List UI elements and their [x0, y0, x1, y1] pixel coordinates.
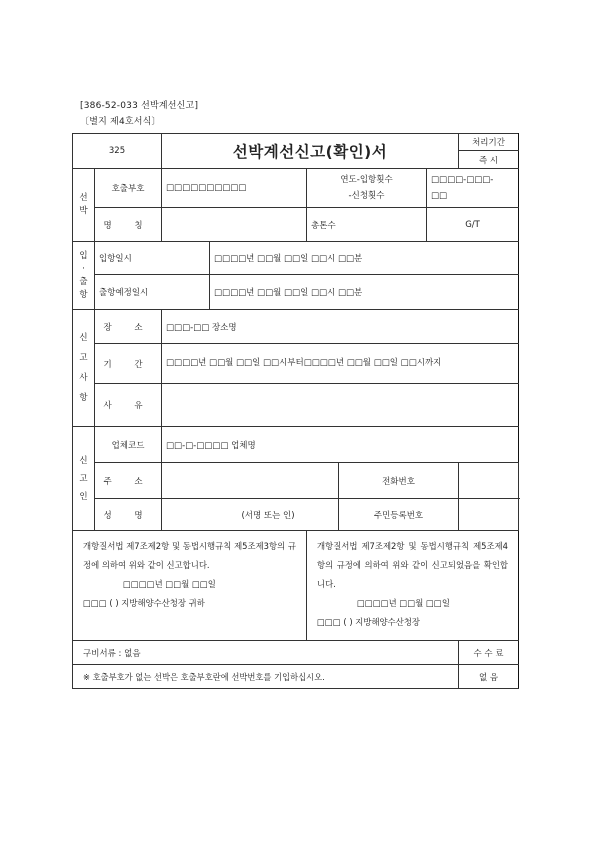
- reporter-name-field[interactable]: (서명 또는 인): [162, 499, 339, 531]
- tonnage-label: 총톤수: [307, 208, 427, 242]
- reason-label: 사 유: [95, 384, 162, 427]
- section-report: [73, 310, 95, 427]
- fee-label: 수 수 료: [459, 641, 519, 665]
- processing-period-value: 즉 시: [459, 151, 519, 169]
- declaration-right-date: □□□□년 □□월 □□일: [357, 598, 450, 608]
- address-field[interactable]: [162, 463, 339, 499]
- departure-datetime-label: 출항예정일시: [95, 275, 210, 310]
- call-sign-field[interactable]: □□□□□□□□□□: [162, 169, 307, 208]
- address-label: 주 소: [95, 463, 162, 499]
- required-documents: 구비서류 : 없음: [73, 641, 459, 665]
- section-reporter-label: 신고인: [79, 455, 88, 502]
- document-code: [386-52-033 선박계선신고]: [80, 101, 199, 111]
- section-reporter: [73, 427, 95, 531]
- place-field[interactable]: □□□-□□ 장소명: [162, 310, 519, 344]
- year-entry-label: 연도-입항횟수: [340, 175, 393, 185]
- reason-field[interactable]: [162, 384, 519, 427]
- declaration-right: [307, 531, 519, 641]
- section-report-label: 신고사항: [79, 333, 88, 403]
- entry-datetime-field[interactable]: □□□□년 □□월 □□일 □□시 □□분: [210, 242, 519, 275]
- resident-no-field[interactable]: [459, 499, 519, 531]
- year-entry-count-label: [307, 169, 427, 208]
- fee-value: 없 음: [459, 665, 519, 689]
- report-form-table: [72, 133, 519, 689]
- form-code-number: 325: [73, 134, 162, 169]
- reporter-name-label: 성 명: [95, 499, 162, 531]
- resident-no-label: 주민등록번호: [339, 499, 459, 531]
- period-field[interactable]: □□□□년 □□월 □□일 □□시부터□□□□년 □□월 □□일 □□시까지: [162, 344, 519, 384]
- form-number: 〔별지 제4호서식〕: [80, 117, 161, 127]
- year-count-field[interactable]: [427, 169, 519, 208]
- declaration-left: [73, 531, 307, 641]
- call-sign-note: ※ 호출부호가 없는 선박은 호출부호란에 선박번호를 기입하십시오.: [73, 665, 459, 689]
- section-vessel-label: 선박: [79, 193, 88, 216]
- form-title: 선박계선신고(확인)서: [162, 134, 459, 169]
- entry-datetime-label: 입항일시: [95, 242, 210, 275]
- phone-field[interactable]: [459, 463, 519, 499]
- declaration-left-text: 개항질서법 제7조제2항 및 동법시행규칙 제5조제3항의 규정에 의하여 위와 같이 신고합니다.: [83, 541, 297, 570]
- year-count-value-2: □□: [431, 191, 448, 201]
- declaration-right-text: 개항질서법 제7조제2항 및 동법시행규칙 제5조제4항의 규정에 의하여 위와 같이 신고되었음을 확인합니다.: [317, 541, 509, 589]
- year-count-value-1: □□□□-□□□-: [431, 175, 494, 185]
- vessel-name-field[interactable]: [162, 208, 307, 242]
- section-vessel: [73, 169, 95, 242]
- section-port: [73, 242, 95, 310]
- processing-period-label: 처리기간: [459, 134, 519, 151]
- departure-datetime-field[interactable]: □□□□년 □□월 □□일 □□시 □□분: [210, 275, 519, 310]
- declaration-left-recipient: □□□ ( ) 지방해양수산청장 귀하: [83, 598, 205, 608]
- company-code-label: 업체코드: [95, 427, 162, 463]
- tonnage-field[interactable]: G/T: [427, 208, 519, 242]
- company-code-field[interactable]: □□-□-□□□□ 업체명: [162, 427, 519, 463]
- period-label: 기 간: [95, 344, 162, 384]
- section-port-label: 입·출항: [79, 250, 88, 300]
- place-label: 장 소: [95, 310, 162, 344]
- call-sign-label: 호출부호: [95, 169, 162, 208]
- declaration-left-date: □□□□년 □□월 □□일: [123, 579, 216, 589]
- declaration-right-issuer: □□□ ( ) 지방해양수산청장: [317, 617, 420, 627]
- phone-label: 전화번호: [339, 463, 459, 499]
- report-count-label: -신청횟수: [348, 191, 385, 201]
- vessel-name-label: 명 칭: [95, 208, 162, 242]
